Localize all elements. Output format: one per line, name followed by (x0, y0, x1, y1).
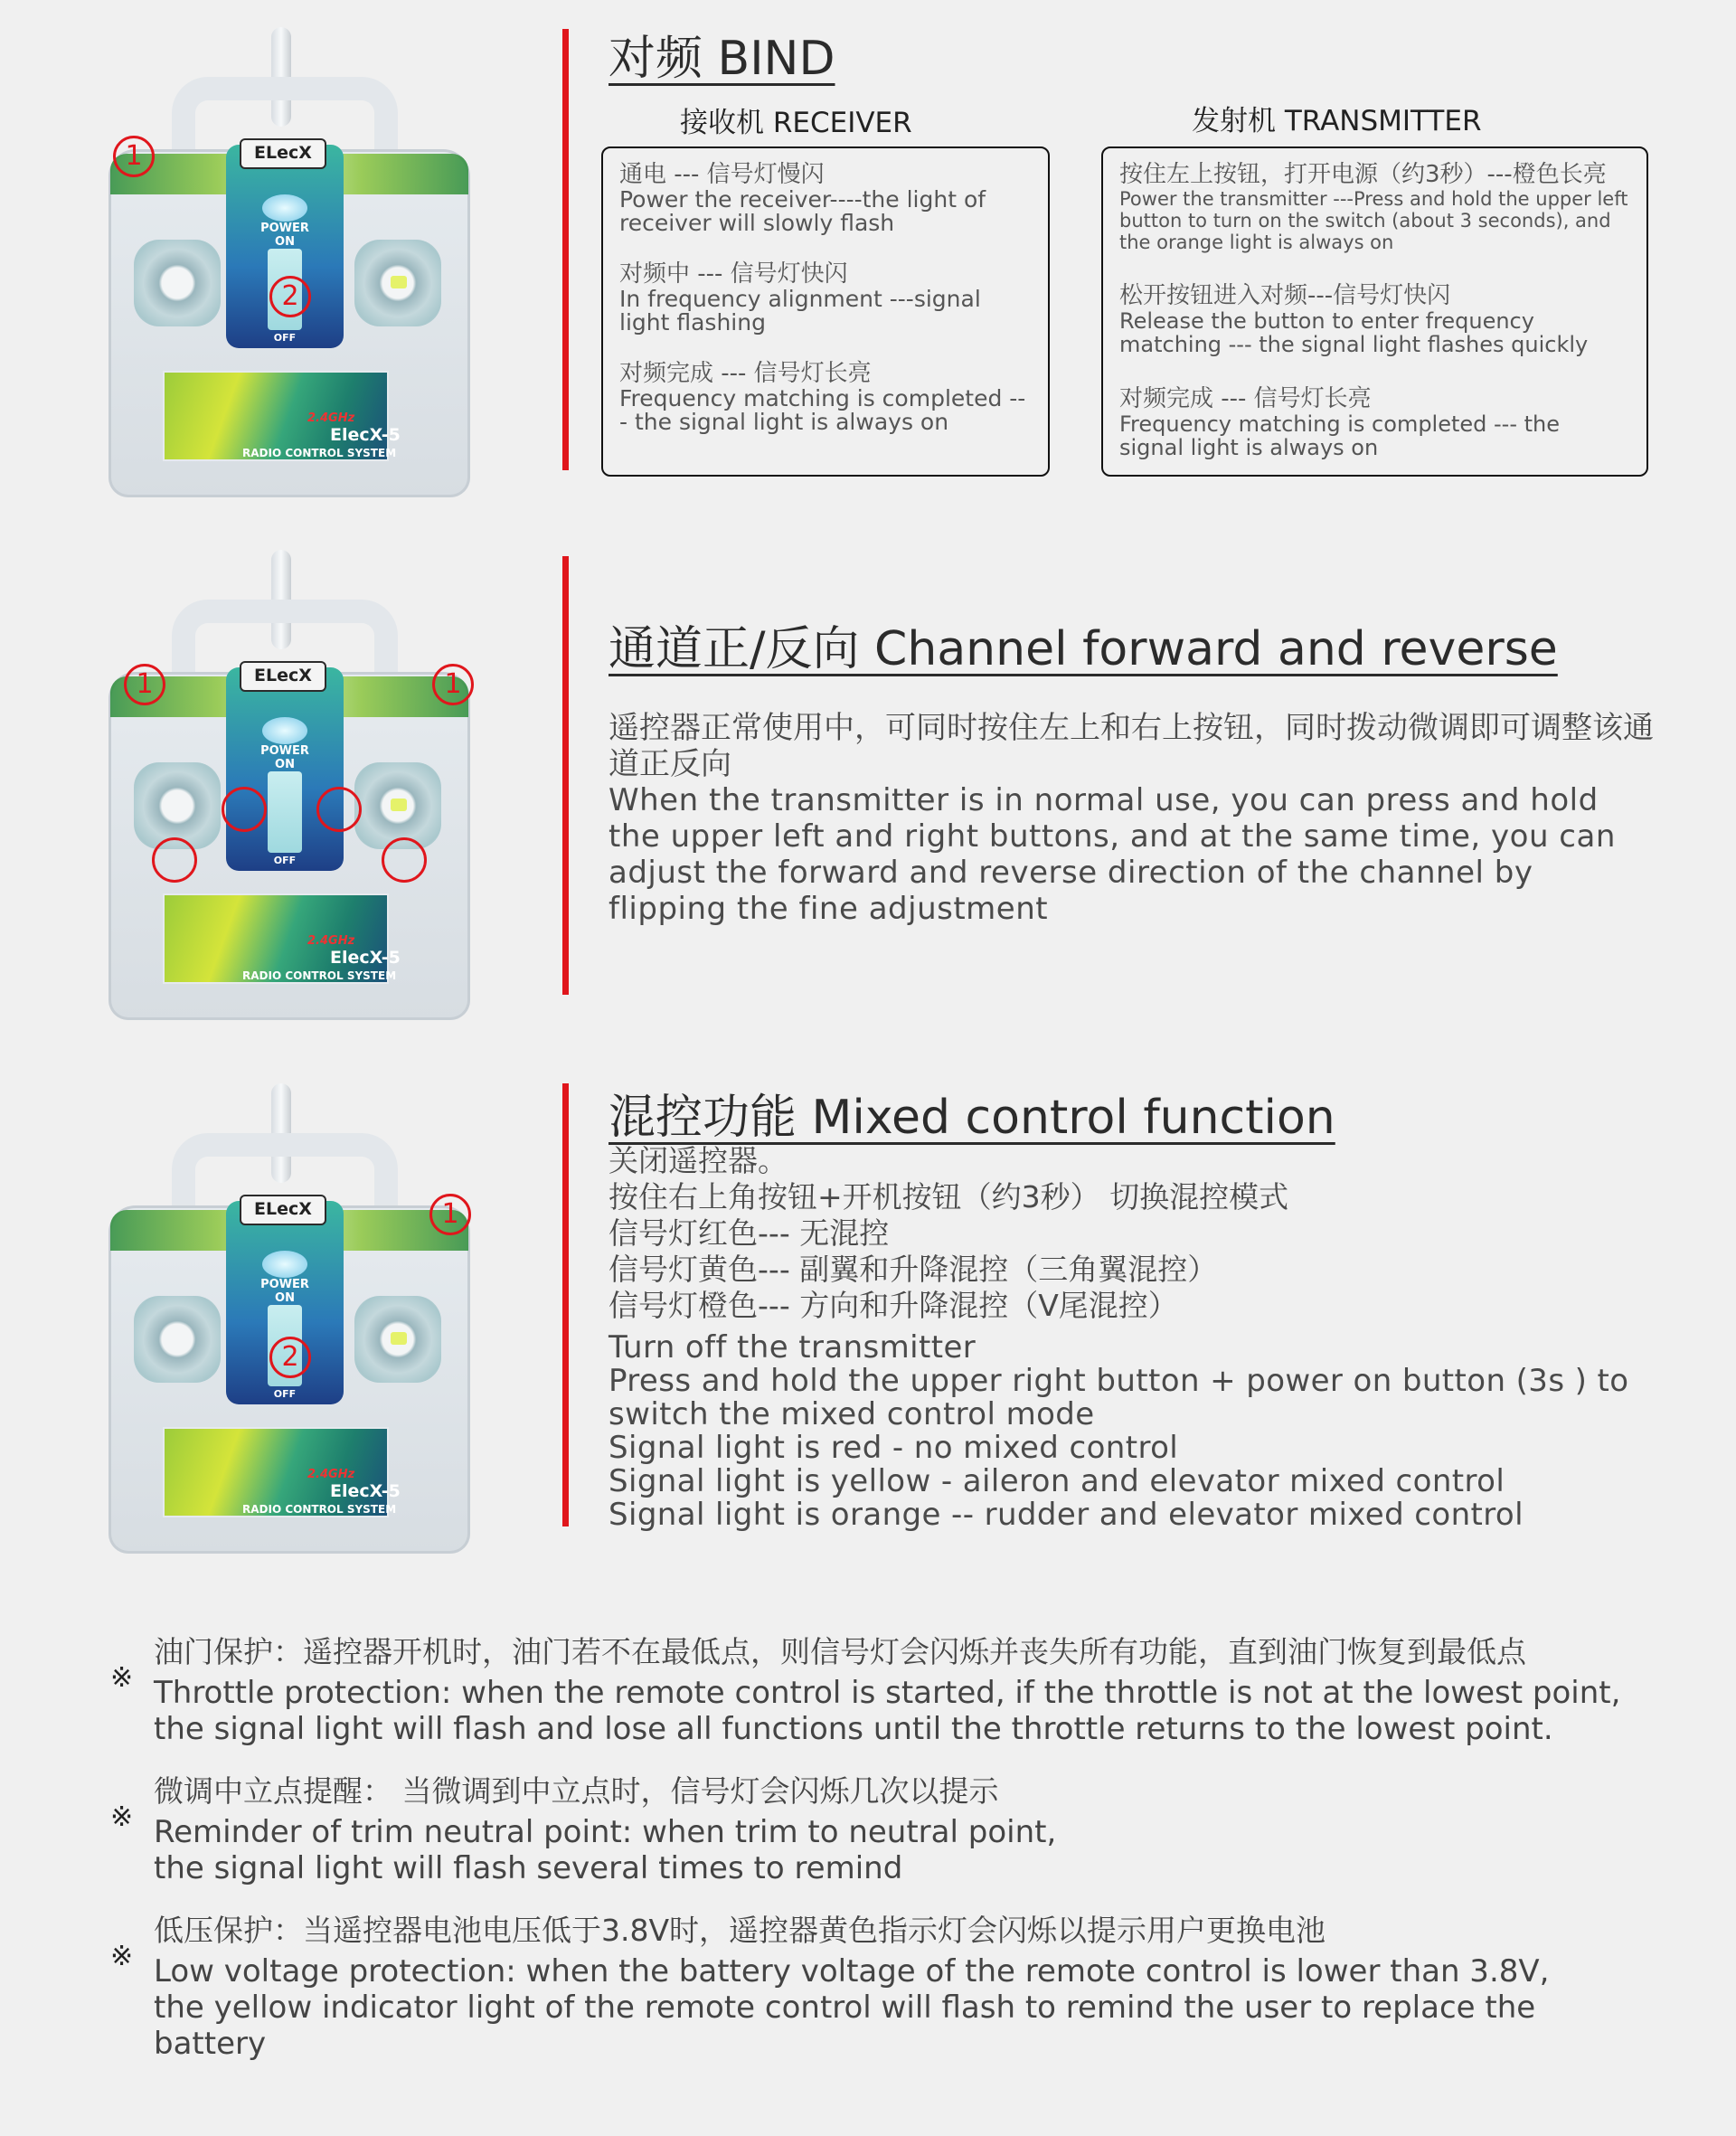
power-label: POWER ON (260, 222, 309, 249)
mixed-title: 混控功能 Mixed control function (609, 1091, 1335, 1145)
off-label: OFF (273, 332, 297, 344)
trim-marker (152, 837, 197, 883)
mixed-zh: 关闭遥控器。 按住右上角按钮+开机按钮（约3秒） 切换混控模式 信号灯红色--- 无混控 信号灯黄色--- 副翼和升降混控（三角翼混控） 信号灯橙色--- 方向和升降混控（V尾混控） (609, 1143, 1289, 1323)
mixed-en: Turn off the transmitter Press and hold the upper right button + power on button (3s ) to switch the mixed control mode Signal light is red - no mixed control Signal light is yellow - aileron and elevator mixed control Signal light is orange -- rudder and elevator mixed control (609, 1329, 1629, 1533)
receiver-box (601, 146, 1050, 477)
right-stick (354, 1296, 441, 1383)
model-text: ElecX-5 (330, 425, 401, 445)
trim-marker (382, 837, 427, 883)
marker-2: 2 (269, 1337, 311, 1378)
bind-title: 对频 BIND (609, 32, 835, 86)
receiver-step: 对频完成 --- 信号灯长亮 Frequency matching is completed --- the signal light is always on (619, 360, 1026, 435)
marker-1: 1 (429, 1194, 471, 1235)
section-divider (562, 556, 569, 995)
trim-marker (316, 787, 362, 832)
left-stick (134, 1296, 221, 1383)
marker-1-right: 1 (432, 664, 474, 705)
channel-description (609, 710, 1657, 927)
power-label: POWER ON (260, 1278, 309, 1305)
power-light (262, 194, 307, 222)
band-text: 2.4GHz (307, 411, 355, 425)
band-text: 2.4GHz (307, 934, 355, 948)
receiver-step: 通电 --- 信号灯慢闪 Power the receiver----the light of receiver will slowly flash (619, 161, 986, 236)
band-text: 2.4GHz (307, 1468, 355, 1481)
marker-1-left: 1 (124, 664, 165, 705)
power-light (262, 717, 307, 744)
power-switch (268, 771, 302, 853)
marker-2: 2 (269, 276, 311, 317)
section-divider (562, 1083, 569, 1526)
receiver-heading: 接收机 RECEIVER (680, 107, 912, 139)
transmitter-heading: 发射机 TRANSMITTER (1192, 105, 1482, 137)
off-label: OFF (273, 855, 297, 866)
system-text: RADIO CONTROL SYSTEM (242, 447, 397, 459)
left-stick (134, 240, 221, 326)
right-stick (354, 240, 441, 326)
transmitter-step: 松开按钮进入对频---信号灯快闪 Release the button to enter frequency matching --- the signal light flashes quickly (1119, 282, 1589, 357)
right-stick (354, 762, 441, 849)
power-label: POWER ON (260, 744, 309, 771)
system-text: RADIO CONTROL SYSTEM (242, 1503, 397, 1516)
trim-marker (222, 787, 267, 832)
model-text: ElecX-5 (330, 948, 401, 968)
remote-image-channel (90, 550, 488, 1020)
off-label: OFF (273, 1388, 297, 1400)
transmitter-step: 按住左上按钮，打开电源（约3秒）---橙色长亮 Power the transmitter ---Press and hold the upper left button to turn on the switch (about 3 seconds), and the orange light is always on (1119, 161, 1628, 253)
transmitter-step: 对频完成 --- 信号灯长亮 Frequency matching is completed --- the signal light is always on (1119, 385, 1561, 460)
transmitter-box (1101, 146, 1648, 477)
power-light (262, 1251, 307, 1278)
section-divider (562, 29, 569, 470)
left-stick (134, 762, 221, 849)
model-text: ElecX-5 (330, 1481, 401, 1501)
note-throttle: 油门保护：遥控器开机时，油门若不在最低点，则信号灯会闪烁并丧失所有功能，直到油门恢复到最低点 Throttle protection: when the remote control is started, if the throttle is not at the lowest point, the signal light will flash and lose all functions until the throttle returns to the lowest point. (154, 1634, 1621, 1747)
marker-1: 1 (113, 136, 155, 177)
channel-title: 通道正/反向 Channel forward and reverse (609, 622, 1558, 676)
note-mark: ※ (110, 1662, 134, 1694)
note-trim: 微调中立点提醒： 当微调到中立点时，信号灯会闪烁几次以提示 Reminder of trim neutral point: when trim to neutral point, the signal light will flash several times to remind (154, 1773, 1057, 1886)
note-mark: ※ (110, 1801, 134, 1833)
system-text: RADIO CONTROL SYSTEM (242, 969, 397, 982)
note-low-voltage: 低压保护：当遥控器电池电压低于3.8V时，遥控器黄色指示灯会闪烁以提示用户更换电池 Low voltage protection: when the battery voltage of the remote control is lower than 3.8V, the yellow indicator light of the remote control will flash to remind the user to replace the battery (154, 1913, 1550, 2062)
brand-logo: ELecX (240, 661, 326, 692)
brand-logo: ELecX (240, 138, 326, 169)
note-mark: ※ (110, 1941, 134, 1972)
remote-image-bind (90, 27, 488, 497)
remote-image-mixed (90, 1083, 488, 1554)
channel-desc-en: When the transmitter is in normal use, you can press and hold the upper left and right buttons, and at the same time, you can adjust the forward and reverse direction of the channel by flipping the fine adjustment (609, 782, 1616, 927)
channel-desc-zh: 遥控器正常使用中，可同时按住左上和右上按钮，同时拨动微调即可调整该通道正反向 (609, 710, 1654, 782)
brand-logo: ELecX (240, 1195, 326, 1225)
receiver-step: 对频中 --- 信号灯快闪 In frequency alignment ---signal light flashing (619, 260, 981, 336)
